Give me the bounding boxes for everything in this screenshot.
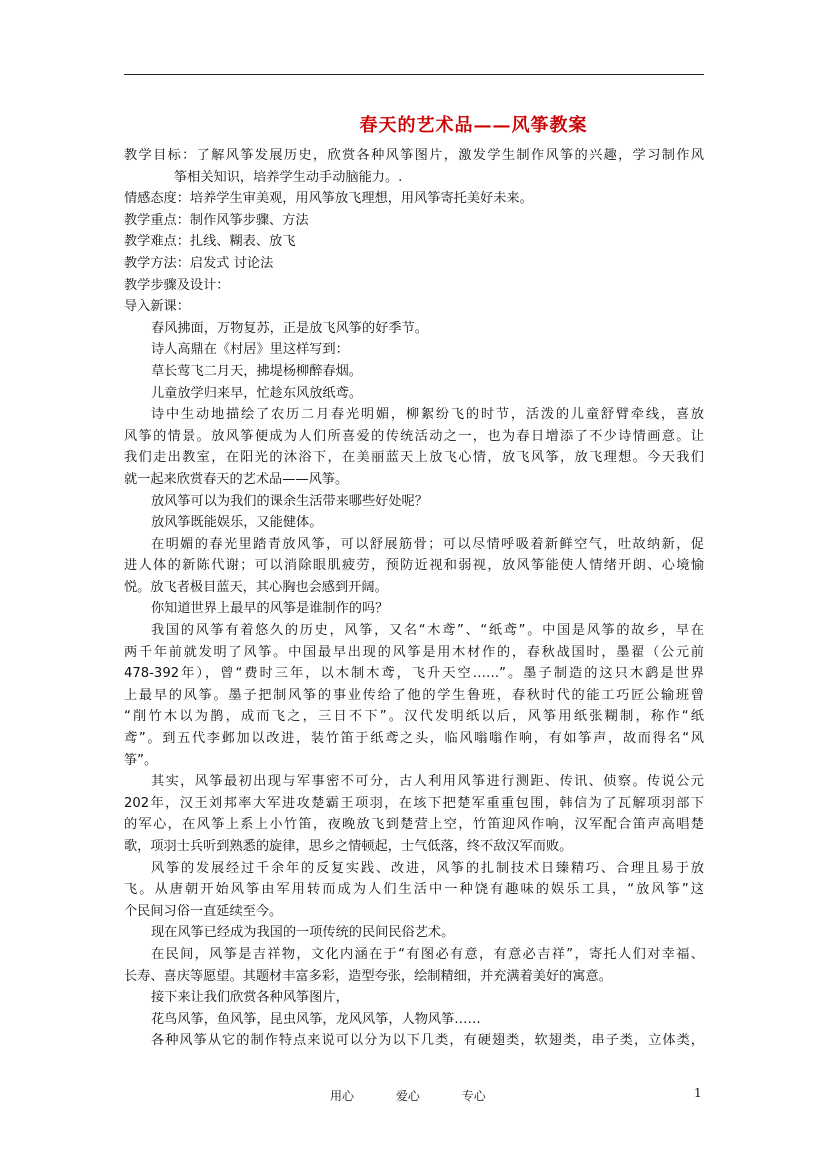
- body-line: 教学方法：启发式 讨论法: [124, 255, 274, 271]
- poem-line: 草长莺飞二月天，拂堤杨柳醉春烟。: [151, 363, 362, 379]
- body-line: 花鸟风筝，鱼风筝，昆虫风筝，龙风风筝，人物风筝……: [151, 1011, 481, 1027]
- body-line: 其实，风筝最初出现与军事密不可分，古人利用风筝进行测距、传讯、侦察。传说公元: [151, 774, 704, 790]
- body-line: 长寿、喜庆等愿望。其题材丰富多彩，造型夸张，绘制精细，并充满着美好的寓意。: [124, 968, 612, 984]
- body-line: 放风筝可以为我们的课余生活带来哪些好处呢？: [151, 493, 428, 509]
- body-line: 筝相关知识，培养学生动手动脑能力。.: [174, 169, 403, 185]
- body-line: 进人体的新陈代谢；可以消除眼肌疲劳，预防近视和弱视，放风筝能使人情绪开朗、心境愉: [124, 558, 704, 574]
- body-line: 悦。放飞者极目蓝天，其心胸也会感到开阔。: [124, 579, 388, 595]
- body-line: 我们走出教室，在阳光的沐浴下，在美丽蓝天上放飞心情，放飞风筝，放飞理想。今天我们: [124, 450, 704, 466]
- body-line: 各种风筝从它的制作特点来说可以分为以下几类，有硬翅类，软翅类，串子类，立体类，: [151, 1033, 704, 1049]
- body-line: 就一起来欣赏春天的艺术品——风筝。: [124, 471, 349, 487]
- body-line: 歌，项羽士兵听到熟悉的旋律，思乡之情顿起，士气低落，终不敌汉军而败。: [124, 839, 573, 854]
- body-line: 478-392年），曾“费时三年，以木制木鸢，飞升天空……”。墨子制造的这只木鹞是世界: [124, 666, 704, 682]
- body-line: 风筝的发展经过千余年的反复实践、改进，风筝的扎制技术日臻精巧、合理且易于放: [151, 860, 704, 876]
- body-line: 情感态度：培养学生审美观，用风筝放飞理想，用风筝寄托美好未来。: [124, 191, 533, 207]
- body-line: 春风拂面，万物复苏，正是放飞风筝的好季节。: [151, 320, 428, 336]
- body-line: 在民间，风筝是吉祥物，文化内涵在于“有图必有意，有意必吉祥”，寄托人们对幸福、: [151, 946, 704, 962]
- body-line: “削竹木以为鹊，成而飞之，三日不下”。汉代发明纸以后，风筝用纸张糊制，称作“纸: [124, 709, 704, 725]
- body-line: 导入新课：: [124, 299, 190, 315]
- body-line: 诗中生动地描绘了农历二月春光明媚，柳絮纷飞的时节，活泼的儿童舒臂牵线，喜放: [151, 407, 704, 423]
- page-footer: [330, 1087, 524, 1104]
- body-line: 的军心，在风筝上系上小竹笛，夜晚放飞到楚营上空，竹笛迎风作响，汉军配合笛声高唱楚: [124, 817, 704, 833]
- body-line: 诗人高鼎在《村居》里这样写到：: [151, 342, 349, 358]
- body-line: 风筝的情景。放风筝便成为人们所喜爱的传统活动之一，也为春日增添了不少诗情画意。让: [124, 428, 704, 444]
- body-line: 教学目标：了解风筝发展历史，欣赏各种风筝图片，激发学生制作风筝的兴趣，学习制作风: [124, 148, 704, 163]
- footer-item: 用心: [330, 1089, 355, 1103]
- body-line: 鸢”。到五代李邺加以改进，装竹笛于纸鸢之头，临风嗡嗡作响，有如筝声，故而得名“风: [124, 731, 704, 747]
- document-title: 春天的艺术品——风筝教案: [359, 115, 588, 136]
- body-line: 接下来让我们欣赏各种风筝图片，: [151, 990, 349, 1006]
- footer-item: 爱心: [395, 1089, 420, 1103]
- body-line: 202年，汉王刘邦率大军进攻楚霸王项羽，在垓下把楚军重重包围，韩信为了瓦解项羽部下: [124, 795, 704, 811]
- page-number: 1: [694, 1086, 702, 1100]
- body-line: 教学步骤及设计：: [124, 277, 230, 293]
- body-line: 教学重点：制作风筝步骤、方法: [124, 212, 309, 228]
- body-line: 两千年前就发明了风筝。中国最早出现的风筝是用木材作的，春秋战国时，墨翟（公元前: [124, 644, 704, 660]
- body-line: 个民间习俗一直延续至今。: [124, 903, 283, 919]
- body-line: 现在风筝已经成为我国的一项传统的民间民俗艺术。: [151, 925, 455, 941]
- body-line: 我国的风筝有着悠久的历史，风筝，又名“木鸢”、“纸鸢”。中国是风筝的故乡，早在: [151, 623, 704, 639]
- body-line: 在明媚的春光里踏青放风筝，可以舒展筋骨；可以尽情呼吸着新鲜空气，吐故纳新，促: [151, 536, 704, 552]
- body-line: 上最早的风筝。墨子把制风筝的事业传给了他的学生鲁班，春秋时代的能工巧匠公输班曾: [124, 687, 704, 703]
- body-line: 飞。从唐朝开始风筝由军用转而成为人们生活中一种饶有趣味的娱乐工具，“放风筝”这: [124, 882, 704, 898]
- body-line: 你知道世界上最早的风筝是谁制作的吗？: [151, 601, 389, 617]
- footer-item: 专心: [461, 1089, 486, 1103]
- body-line: 放风筝既能娱乐，又能健体。: [151, 515, 323, 531]
- body-line: 教学难点：扎线、糊表、放飞: [124, 234, 296, 250]
- body-line: 筝”。: [124, 752, 158, 768]
- header-rule: [124, 74, 704, 75]
- poem-line: 儿童放学归来早，忙趁东风放纸鸢。: [151, 385, 362, 401]
- document-body: [124, 145, 704, 1052]
